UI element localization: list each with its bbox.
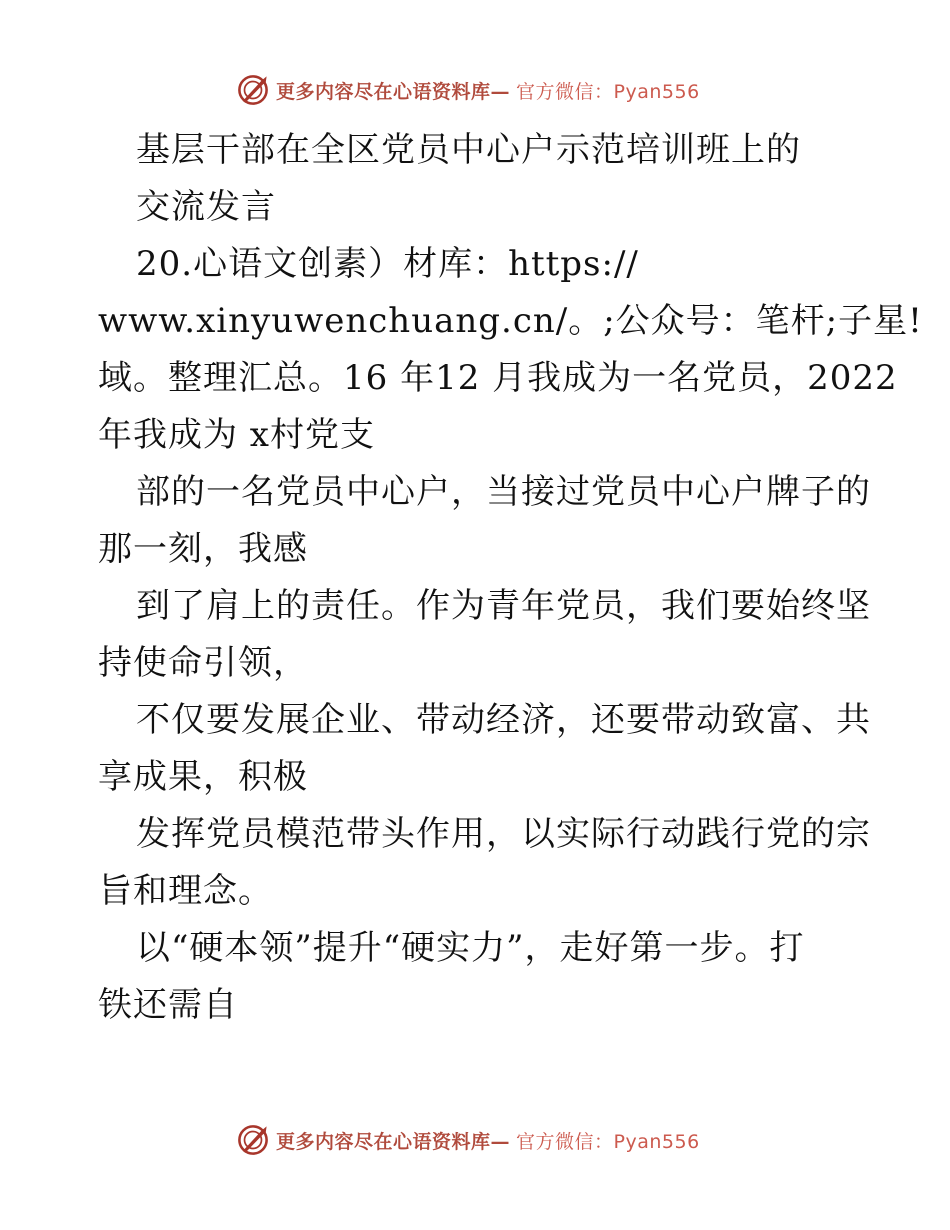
text-line: 发挥党员模范带头作用，以实际行动践行党的宗: [136, 814, 871, 854]
footer-banner-wechat: 官方微信：Pyan556: [516, 1130, 700, 1153]
footer-banner-text: 更多内容尽在心语资料库—: [276, 1130, 511, 1153]
text-line: 20.心语文创素）材库：https://: [136, 244, 639, 284]
pen-logo-icon: [236, 73, 270, 107]
text-line: 以“硬本领”提升“硬实力”，走好第一步。打: [136, 928, 805, 968]
text-line: 基层干部在全区党员中心户示范培训班上的: [136, 130, 801, 170]
text-line: 年我成为 x村党支: [98, 415, 375, 455]
text-line: 旨和理念。: [98, 871, 273, 911]
text-line: 部的一名党员中心户，当接过党员中心户牌子的: [136, 472, 871, 512]
document-body: [98, 122, 923, 1034]
header-banner-wechat: 官方微信：Pyan556: [516, 80, 700, 103]
text-line: 铁还需自: [98, 985, 238, 1025]
text-line: 不仅要发展企业、带动经济，还要带动致富、共: [136, 700, 871, 740]
header-banner-text: 更多内容尽在心语资料库—: [276, 80, 511, 103]
text-line: 那一刻，我感: [98, 529, 308, 569]
text-line: 持使命引领，: [98, 643, 308, 683]
header-banner: [236, 73, 700, 107]
text-line: 享成果，积极: [98, 757, 308, 797]
pen-logo-icon: [236, 1123, 270, 1157]
text-line: 交流发言: [136, 187, 276, 227]
text-line: 到了肩上的责任。作为青年党员，我们要始终坚: [136, 586, 871, 626]
text-line: www.xinyuwenchuang.cn/。;公众号：笔杆;子星!: [98, 301, 923, 341]
footer-banner: [236, 1123, 700, 1157]
text-line: 域。整理汇总。16 年12 月我成为一名党员，2022: [98, 358, 898, 398]
